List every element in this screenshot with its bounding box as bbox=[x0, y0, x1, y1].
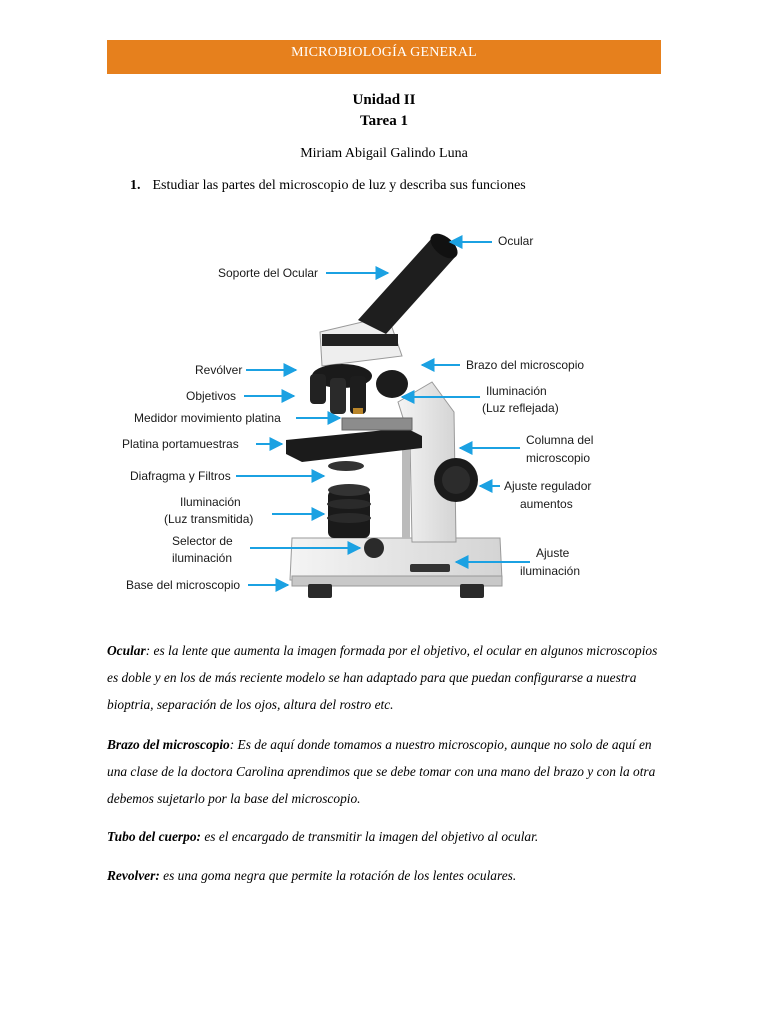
paragraph-tubo bbox=[107, 823, 663, 850]
paragraph-ocular bbox=[107, 637, 663, 718]
microscope-figure bbox=[110, 222, 610, 612]
label-aumentos: aumentos bbox=[520, 497, 573, 511]
paragraph-brazo bbox=[107, 731, 663, 812]
label-columna-2: microscopio bbox=[526, 451, 591, 465]
course-header-bar bbox=[107, 40, 661, 74]
definition-brazo: : Es de aquí donde tomamos a nuestro microscopio, aunque no solo de aquí en una clase de la doctora Carolina aprendimos que se debe tomar con una mano del brazo y con la otra debemos sujetarlo por la base del microscopio. bbox=[107, 737, 656, 806]
label-brazo: Brazo del microscopio bbox=[466, 358, 585, 372]
definition-ocular: : es la lente que aumenta la imagen formada por el objetivo, el ocular en algunos microscopios es doble y en los de más reciente modelo se han adaptado para que puedan configurarse a nuestra bioptria, separación de los ojos, altura del rostro etc. bbox=[107, 643, 658, 712]
label-selector: Selector de bbox=[172, 534, 233, 548]
label-base: Base del microscopio bbox=[126, 578, 241, 592]
label-iluminacion-ajuste: iluminación bbox=[520, 564, 581, 578]
definition-tubo: es el encargado de transmitir la imagen del objetivo al ocular. bbox=[200, 829, 539, 844]
label-luz-transmitida: (Luz transmitida) bbox=[164, 512, 254, 526]
unit-subtitle: Tarea 1 bbox=[360, 113, 408, 129]
term-tubo: Tubo del cuerpo: bbox=[107, 829, 201, 844]
paragraph-revolver bbox=[107, 862, 663, 889]
label-revolver: Revólver bbox=[195, 363, 243, 377]
label-luz-reflejada: (Luz reflejada) bbox=[482, 401, 559, 415]
label-columna: Columna del bbox=[526, 433, 594, 447]
label-iluminacion-reflejada: Iluminación bbox=[486, 384, 547, 398]
definition-revolver: es una goma negra que permite la rotación de los lentes oculares. bbox=[159, 868, 517, 883]
label-ocular: Ocular bbox=[498, 234, 534, 248]
label-iluminacion-transmitida: Iluminación bbox=[180, 495, 241, 509]
term-revolver: Revolver: bbox=[107, 868, 160, 883]
label-medidor-platina: Medidor movimiento platina bbox=[134, 411, 281, 425]
label-soporte-ocular: Soporte del Ocular bbox=[218, 266, 319, 280]
label-ajuste-regulador: Ajuste regulador bbox=[504, 479, 592, 493]
question-1 bbox=[130, 178, 526, 194]
author-name: Miriam Abigail Galindo Luna bbox=[300, 146, 468, 161]
label-platina: Platina portamuestras bbox=[122, 437, 239, 451]
label-diafragma: Diafragma y Filtros bbox=[130, 469, 231, 483]
label-selector-2: iluminación bbox=[172, 551, 233, 565]
label-objetivos: Objetivos bbox=[186, 389, 237, 403]
microscope-photo bbox=[286, 229, 502, 598]
term-brazo: Brazo del microscopio bbox=[107, 737, 230, 752]
unit-title: Unidad II bbox=[352, 92, 416, 108]
microscope-diagram bbox=[110, 222, 610, 612]
question-number: 1. bbox=[130, 178, 141, 193]
label-ajuste-iluminacion: Ajuste bbox=[536, 546, 570, 560]
question-text: Estudiar las partes del microscopio de luz y describa sus funciones bbox=[152, 178, 526, 193]
course-title: MICROBIOLOGÍA GENERAL bbox=[291, 45, 477, 60]
term-ocular: Ocular bbox=[107, 643, 146, 658]
